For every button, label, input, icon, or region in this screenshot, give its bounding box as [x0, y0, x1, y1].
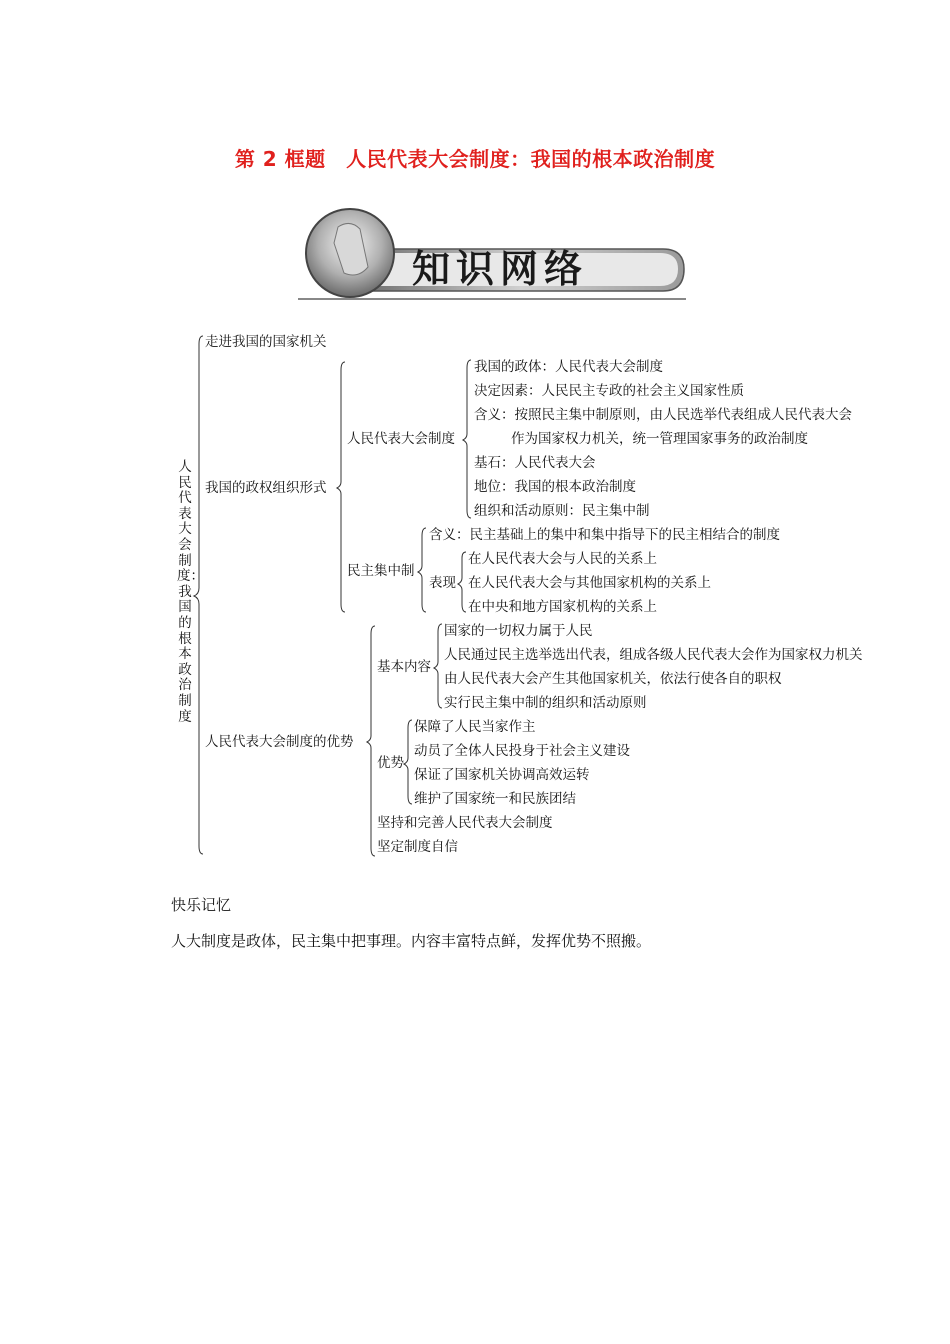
- node-confidence: 坚定制度自信: [377, 839, 458, 855]
- adv-brace: [404, 720, 412, 804]
- dc-expr-item: 在人民代表大会与人民的关系上: [468, 551, 657, 567]
- adv-item: 维护了国家统一和民族团结: [414, 791, 576, 807]
- basic-item: 由人民代表大会产生其他国家机关，依法行使各自的职权: [444, 671, 782, 687]
- adv-item: 保证了国家机关协调高效运转: [414, 767, 590, 783]
- dc-meaning: 含义：民主基础上的集中和集中指导下的民主相结合的制度: [429, 527, 780, 543]
- dc-expr-item: 在人民代表大会与其他国家机构的关系上: [468, 575, 711, 591]
- adv-item: 保障了人民当家作主: [414, 719, 536, 735]
- npc-brace: [463, 360, 471, 518]
- adv-main-brace: [367, 626, 375, 856]
- node-npc: 人民代表大会制度: [347, 431, 455, 447]
- root-brace: [194, 336, 203, 854]
- dc-expr: 表现: [429, 575, 456, 591]
- node-b1: 走进我国的国家机关: [205, 334, 327, 350]
- npc-item: 作为国家权力机关，统一管理国家事务的政治制度: [511, 431, 808, 447]
- npc-item: 决定因素：人民民主专政的社会主义国家性质: [474, 383, 744, 399]
- basic-item: 国家的一切权力属于人民: [444, 623, 593, 639]
- node-dc: 民主集中制: [347, 563, 415, 579]
- basic-item: 人民通过民主选举选出代表，组成各级人民代表大会作为国家权力机关: [444, 647, 863, 663]
- gov-form-brace: [337, 362, 345, 612]
- node-basic: 基本内容: [377, 659, 431, 675]
- basic-item: 实行民主集中制的组织和活动原则: [444, 695, 647, 711]
- dc-brace: [418, 528, 426, 612]
- npc-item: 基石：人民代表大会: [474, 455, 596, 471]
- node-keep: 坚持和完善人民代表大会制度: [377, 815, 553, 831]
- node-b2: 我国的政权组织形式: [205, 480, 327, 496]
- npc-item: 组织和活动原则：民主集中制: [474, 503, 650, 519]
- banner-text: 知识网络: [412, 246, 589, 291]
- node-adv: 优势: [377, 755, 404, 771]
- npc-item: 含义：按照民主集中制原则，由人民选举代表组成人民代表大会: [474, 407, 852, 423]
- map-root-vertical: 人民代表大会制度：我国的根本政治制度: [177, 459, 204, 725]
- dc-expr-item: 在中央和地方国家机构的关系上: [468, 599, 657, 615]
- adv-item: 动员了全体人民投身于社会主义建设: [414, 743, 630, 759]
- memo-text: 人大制度是政体，民主集中把事理。内容丰富特点鲜，发挥优势不照搬。: [171, 932, 652, 950]
- dc-expr-brace: [458, 552, 466, 612]
- basic-brace: [434, 624, 442, 708]
- npc-item: 我国的政体：人民代表大会制度: [474, 359, 663, 375]
- node-b3: 人民代表大会制度的优势: [205, 734, 354, 750]
- npc-item: 地位：我国的根本政治制度: [474, 479, 636, 495]
- page-title: 第 2 框题 人民代表大会制度：我国的根本政治制度: [234, 147, 716, 171]
- memo-heading: 快乐记忆: [171, 896, 232, 914]
